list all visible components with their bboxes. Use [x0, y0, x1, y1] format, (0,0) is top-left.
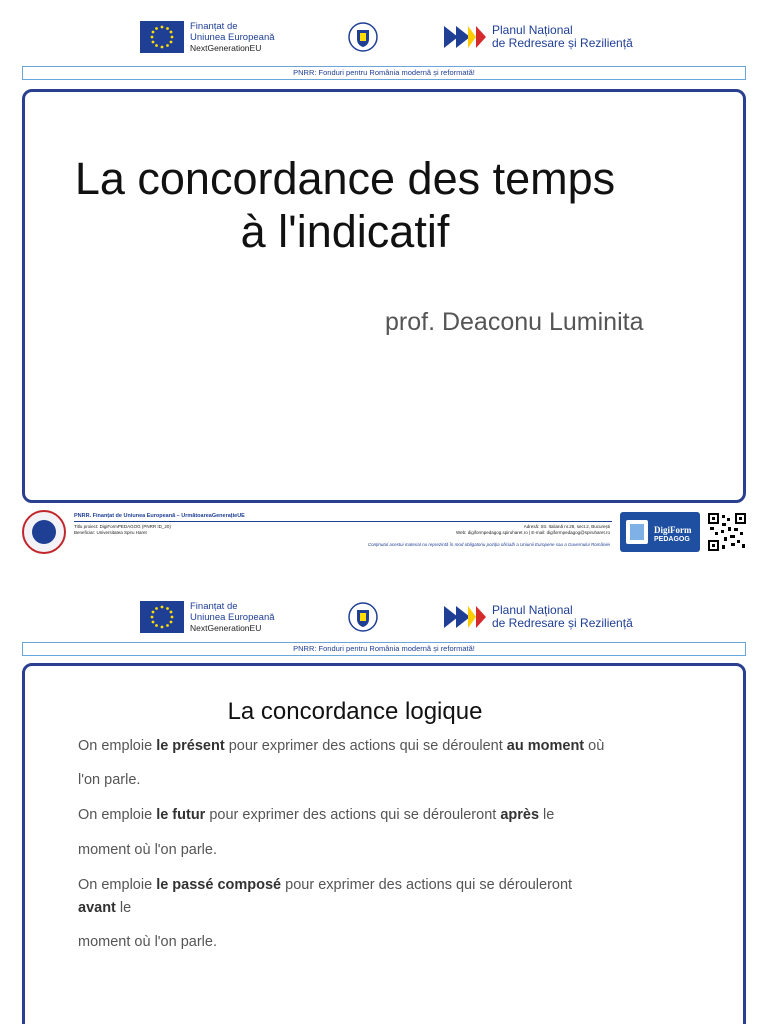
footer-disclaimer: Conținutul acestui material nu reprezintă în mod obligatoriu poziția oficială a Uniunii Europene sau a Guvernului României: [367, 542, 610, 547]
eu-line-2: Uniunea Europeană: [190, 611, 275, 623]
slide-2: [0, 580, 768, 1024]
pnrr-arrows-icon: [444, 24, 488, 50]
eu-logo: [140, 600, 275, 634]
eu-line-3: NextGenerationEU: [190, 622, 262, 633]
funding-banner: PNRR: Fonduri pentru România modernă și reformată!: [22, 642, 746, 656]
eu-line-3: NextGenerationEU: [190, 42, 262, 53]
pnrr-line-1: Planul Național: [492, 603, 573, 617]
pnrr-logo: [444, 600, 633, 634]
eu-logo: [140, 20, 275, 54]
eu-line-1: Finanțat de: [190, 20, 238, 32]
eu-line-1: Finanțat de: [190, 600, 238, 612]
footer-web: Web: digiformpedagog.spiruharet.ro | E-mail: digiformpedagog@spiruharet.ro: [456, 530, 610, 535]
footer-project: Titlu proiect: DigiFormPEDAGOG (PNRR ID_20): [74, 524, 171, 529]
paragraph-future: On emploie le futur pour exprimer des actions qui se dérouleront après le: [78, 807, 555, 823]
paragraph-passe-compose-line-2: avant le: [78, 900, 132, 916]
paragraph-future-continued: moment où l'on parle.: [78, 842, 217, 858]
paragraph-present-continued: l'on parle.: [78, 772, 141, 788]
footer-address: Adresă: Str. Italiană nr.28, sect.2, București: [523, 524, 610, 529]
pnrr-line-1: Planul Național: [492, 23, 573, 37]
funding-banner: PNRR: Fonduri pentru România modernă și reformată!: [22, 66, 746, 80]
paragraph-passe-compose: On emploie le passé composé pour exprimer des actions qui se dérouleront: [78, 877, 573, 893]
slide-title: La concordance logique: [227, 698, 483, 725]
pnrr-line-2: de Redresare și Reziliență: [492, 36, 633, 50]
eu-line-2: Uniunea Europeană: [190, 31, 275, 43]
digiform-logo: [620, 512, 700, 552]
footer-divider: [74, 521, 612, 522]
author-name: prof. Deaconu Luminita: [385, 308, 644, 336]
paragraph-present: On emploie le présent pour exprimer des actions qui se déroulent au moment où: [78, 738, 605, 754]
slide-frame: [22, 89, 746, 503]
eu-flag-icon: [140, 21, 184, 53]
digiform-line-1: DigiForm: [654, 525, 692, 535]
slide-title: [25, 152, 665, 258]
qr-code-icon: [708, 513, 746, 551]
government-crest-icon: [348, 602, 378, 632]
pnrr-arrows-icon: [444, 604, 488, 630]
pnrr-line-2: de Redresare și Reziliență: [492, 616, 633, 630]
paragraph-passe-compose-continued: moment où l'on parle.: [78, 934, 217, 950]
footer-title: PNRR. Finanțat de Uniunea Europeană – UrmătoareaGenerațieUE: [74, 513, 245, 519]
government-crest-icon: [348, 22, 378, 52]
title-line-1: La concordance des temps: [74, 153, 616, 204]
footer-beneficiary: Beneficiar: Universitatea Spiru Haret: [74, 530, 147, 535]
book-icon: [626, 520, 648, 544]
slide-footer: [22, 508, 746, 554]
university-seal-icon: [22, 510, 66, 554]
pnrr-logo: [444, 20, 633, 54]
title-line-2: à l'indicatif: [240, 206, 450, 257]
eu-flag-icon: [140, 601, 184, 633]
digiform-line-2: PEDAGOG: [654, 536, 690, 543]
